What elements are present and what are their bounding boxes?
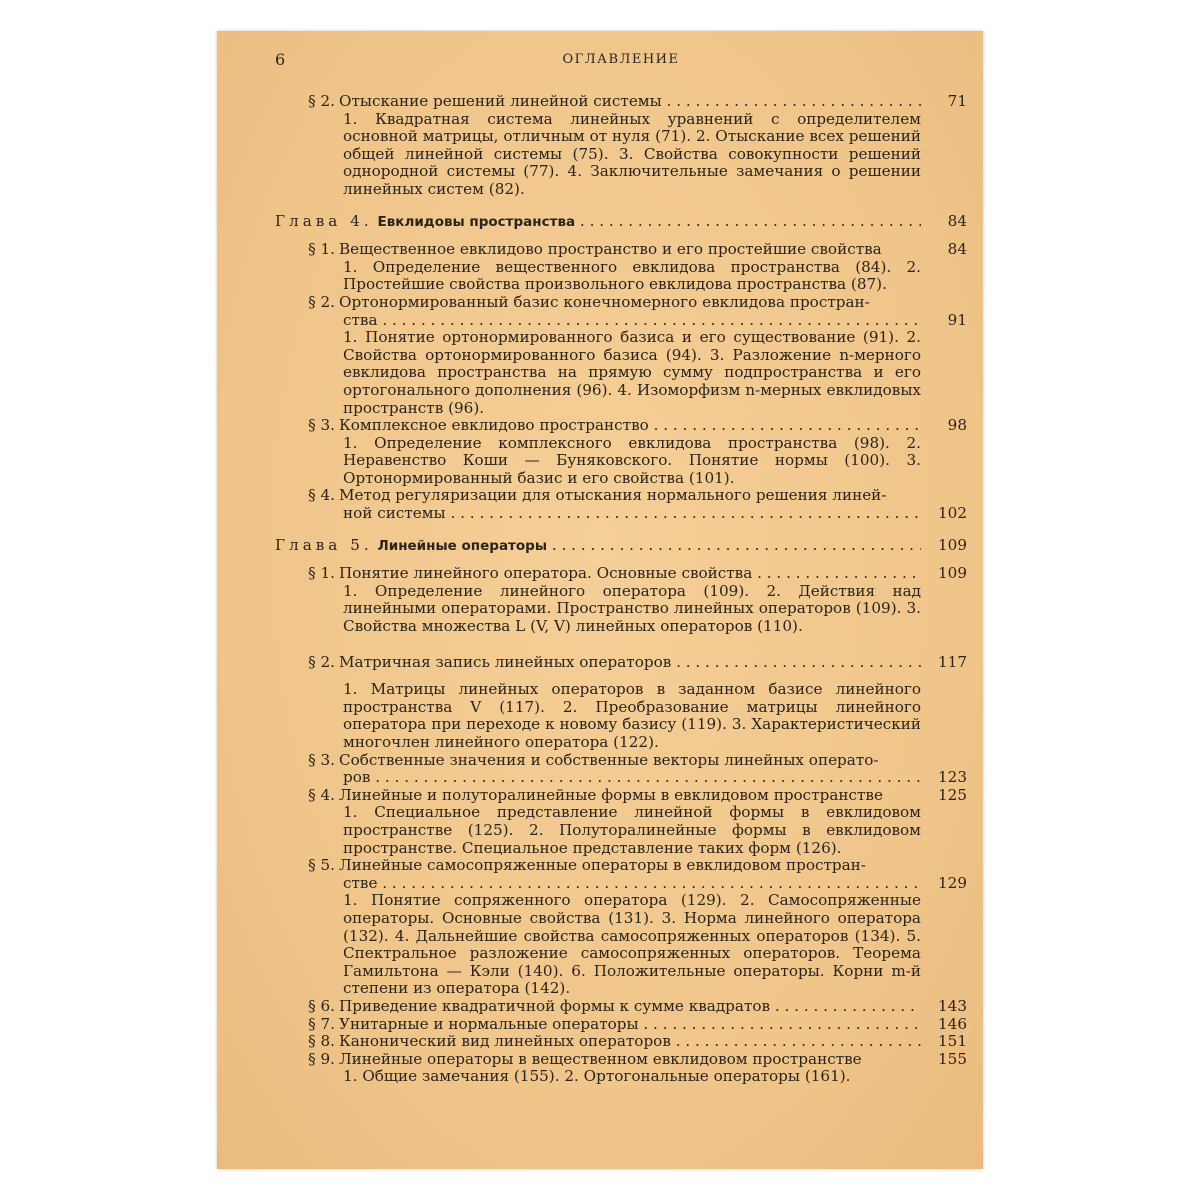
chapter-title: Линейные операторы bbox=[377, 537, 548, 554]
section-contents: 1. Специальное представление линейной формы в евклидовом пространстве (125). 2. Полуторалинейные формы в евклидовом пространстве. Специальное представление таких форм (126). bbox=[343, 803, 921, 857]
section-title: Приведение квадратичной формы к сумме квадратов . . . bbox=[339, 998, 921, 1016]
toc-entry[interactable] bbox=[275, 565, 967, 583]
section-title: Собственные значения и собственные векторы линейных операто- bbox=[339, 751, 879, 769]
section-title-cont: ров . . . bbox=[343, 769, 921, 787]
section-title: Ортонормированный базис конечномерного евклидова простран- bbox=[339, 293, 870, 311]
section-sign: § 5. bbox=[308, 856, 335, 875]
section-sign: § 1. bbox=[308, 564, 335, 583]
toc-entry[interactable] bbox=[275, 294, 967, 312]
section-sign: § 8. bbox=[308, 1032, 335, 1051]
toc-entry[interactable] bbox=[275, 241, 967, 259]
chapter-entry[interactable] bbox=[275, 537, 967, 556]
section-contents: 1. Понятие сопряженного оператора (129). 2. Самосопряженные операторы. Основные свойства (131). 3. Норма линейного оператора (132). 4. Дальнейшие свойства самосопряженных операторов (134). 5. Спектральное разложение самосопряженных операторов. Теорема Гамильтона — Кэли (140). 6. Положительные операторы. Корни m-й степени из оператора (142). bbox=[343, 891, 921, 998]
toc-entry-continuation bbox=[343, 505, 967, 523]
section-sign: § 6. bbox=[308, 996, 335, 1015]
page-ref: 129 bbox=[938, 873, 967, 892]
page-ref: 71 bbox=[947, 92, 967, 110]
section-contents: 1. Квадратная система линейных уравнений с определителем основной матрицы, отличным от нуля (71). 2. Отыскание всех решений общей линейной системы (75). 3. Свойства совокупности решений однородной системы (77). 4. Заключительные замечания о решении линейных систем (82). bbox=[343, 109, 921, 198]
toc-entry[interactable] bbox=[275, 654, 967, 672]
section-contents: 1. Определение вещественного евклидова пространства (84). 2. Простейшие свойства произвольного евклидова пространства (87). bbox=[343, 257, 921, 294]
page-ref: 102 bbox=[938, 504, 967, 523]
page-ref: 123 bbox=[938, 768, 967, 787]
book-page bbox=[217, 31, 983, 1169]
section-contents: 1. Определение комплексного евклидова пространства (98). 2. Неравенство Коши — Буняковского. Понятие нормы (100). 3. Ортонормированный базис и его свойства (101). bbox=[343, 433, 921, 487]
toc-entry[interactable] bbox=[275, 752, 967, 770]
section-sign: § 9. bbox=[308, 1049, 335, 1068]
section-sign: § 4. bbox=[308, 486, 335, 505]
chapter-label: Глава 5. bbox=[275, 536, 373, 554]
page-ref: 151 bbox=[938, 1032, 967, 1051]
toc-entry[interactable] bbox=[275, 417, 967, 435]
section-contents: 1. Общие замечания (155). 2. Ортогональные операторы (161). bbox=[343, 1067, 851, 1086]
section-title-cont: ной системы . . . bbox=[343, 505, 921, 523]
toc-entry-continuation bbox=[343, 875, 967, 893]
toc-entry[interactable] bbox=[275, 93, 967, 111]
page-ref: 91 bbox=[947, 310, 967, 329]
toc-entry[interactable] bbox=[275, 1033, 967, 1051]
page-ref: 117 bbox=[938, 652, 967, 671]
section-title: Канонический вид линейных операторов . . . bbox=[339, 1033, 921, 1051]
toc-entry[interactable] bbox=[275, 487, 967, 505]
section-sign: § 7. bbox=[308, 1014, 335, 1033]
toc-entry[interactable] bbox=[275, 857, 967, 875]
section-contents: 1. Понятие ортонормированного базиса и его существование (91). 2. Свойства ортонормированного базиса (94). 3. Разложение n-мерного евклидова пространства на прямую сумму подпространства и его ортогонального дополнения (96). 4. Изоморфизм n-мерных евклидовых пространств (96). bbox=[343, 328, 921, 417]
chapter-title: Евклидовы пространства bbox=[377, 213, 576, 230]
section-title: Отыскание решений линейной системы . . . bbox=[339, 93, 921, 111]
toc-entry[interactable] bbox=[275, 1051, 967, 1069]
toc-entry-continuation bbox=[343, 312, 967, 330]
page-ref: 146 bbox=[938, 1014, 967, 1033]
page-ref: 84 bbox=[947, 240, 967, 259]
section-title: Линейные операторы в вещественном евклидовом пространстве bbox=[339, 1050, 862, 1068]
toc-entry[interactable] bbox=[275, 998, 967, 1016]
section-title-cont: стве . . . bbox=[343, 875, 921, 893]
section-title: Комплексное евклидово пространство . . . bbox=[339, 417, 921, 435]
section-sign: § 2. bbox=[308, 652, 335, 671]
section-title: Вещественное евклидово пространство и его простейшие свойства bbox=[339, 241, 882, 259]
section-contents: 1. Матрицы линейных операторов в заданном базисе линейного пространства V (117). 2. Преобразование матрицы линейного оператора при переходе к новому базису (119). 3. Характеристический многочлен линейного оператора (122). bbox=[343, 680, 921, 751]
section-title: Унитарные и нормальные операторы . . . bbox=[339, 1016, 921, 1034]
chapter-label: Глава 4. bbox=[275, 212, 373, 230]
page-ref: 109 bbox=[938, 564, 967, 583]
page-title: ОГЛАВЛЕНИЕ bbox=[562, 52, 680, 67]
section-title: Матричная запись линейных операторов . . . bbox=[339, 654, 921, 672]
section-sign: § 3. bbox=[308, 416, 335, 435]
chapter-entry[interactable] bbox=[275, 213, 967, 232]
section-title: Метод регуляризации для отыскания нормального решения линей- bbox=[339, 487, 887, 505]
page-ref: 98 bbox=[947, 416, 967, 435]
toc-entry[interactable] bbox=[275, 787, 967, 805]
page-number: 6 bbox=[275, 50, 286, 69]
section-sign: § 4. bbox=[308, 785, 335, 804]
section-title: Понятие линейного оператора. Основные свойства . . . bbox=[339, 565, 921, 583]
section-sign: § 3. bbox=[308, 750, 335, 769]
section-sign: § 2. bbox=[308, 292, 335, 311]
section-title-cont: ства . . . bbox=[343, 312, 921, 330]
section-title: Линейные самосопряженные операторы в евклидовом простран- bbox=[339, 857, 866, 875]
page-header bbox=[275, 50, 967, 72]
section-sign: § 1. bbox=[308, 240, 335, 259]
table-of-contents bbox=[275, 93, 967, 1086]
toc-entry[interactable] bbox=[275, 1016, 967, 1034]
page-ref: 155 bbox=[938, 1049, 967, 1068]
section-title: Линейные и полуторалинейные формы в евклидовом пространстве bbox=[339, 786, 883, 804]
section-contents: 1. Определение линейного оператора (109). 2. Действия над линейными операторами. Пространство линейных операторов (109). 3. Свойства множества L (V, V) линейных операторов (110). bbox=[343, 581, 921, 636]
section-sign: § 2. bbox=[308, 92, 335, 110]
toc-entry-continuation bbox=[343, 769, 967, 787]
page-ref: 143 bbox=[938, 996, 967, 1015]
page-ref: 125 bbox=[938, 785, 967, 804]
page-ref: 84 bbox=[947, 211, 967, 230]
page-ref: 109 bbox=[938, 535, 967, 554]
